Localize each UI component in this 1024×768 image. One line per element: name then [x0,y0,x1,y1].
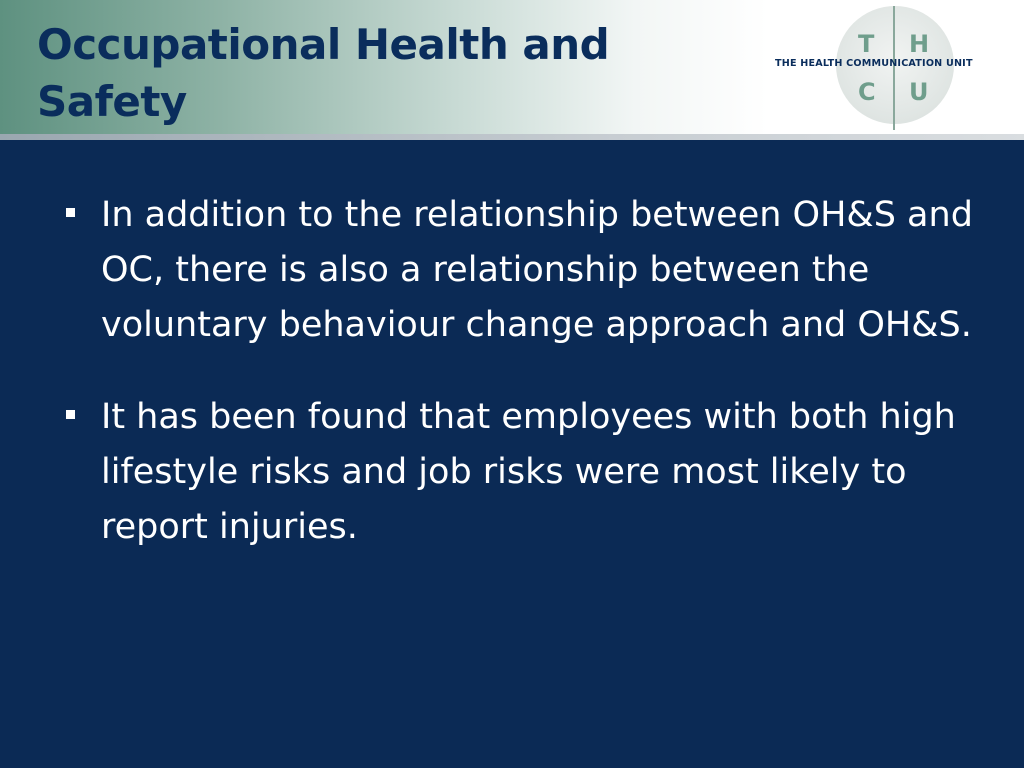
logo-letter-t: T [858,30,875,58]
square-bullet-icon [66,208,75,217]
bullet-text: It has been found that employees with both high lifestyle risks and job risks were most likely to report injuries. [101,397,956,547]
logo-letter-c: C [858,78,876,106]
logo-letter-h: H [909,30,930,58]
bullet-list [60,188,1000,592]
square-bullet-icon [66,410,75,419]
slide-header [0,0,1024,138]
bullet-item [60,390,1000,555]
thcu-logo [770,6,1024,130]
logo-tagline: THE HEALTH COMMUNICATION UNIT [775,58,973,69]
bullet-item [60,188,1000,353]
header-divider [0,134,1024,140]
logo-letter-u: U [909,78,929,106]
slide-title: Occupational Health and Safety [37,20,610,126]
bullet-text: In addition to the relationship between OH&S and OC, there is also a relationship between the voluntary behaviour change approach and OH&S. [101,195,973,345]
